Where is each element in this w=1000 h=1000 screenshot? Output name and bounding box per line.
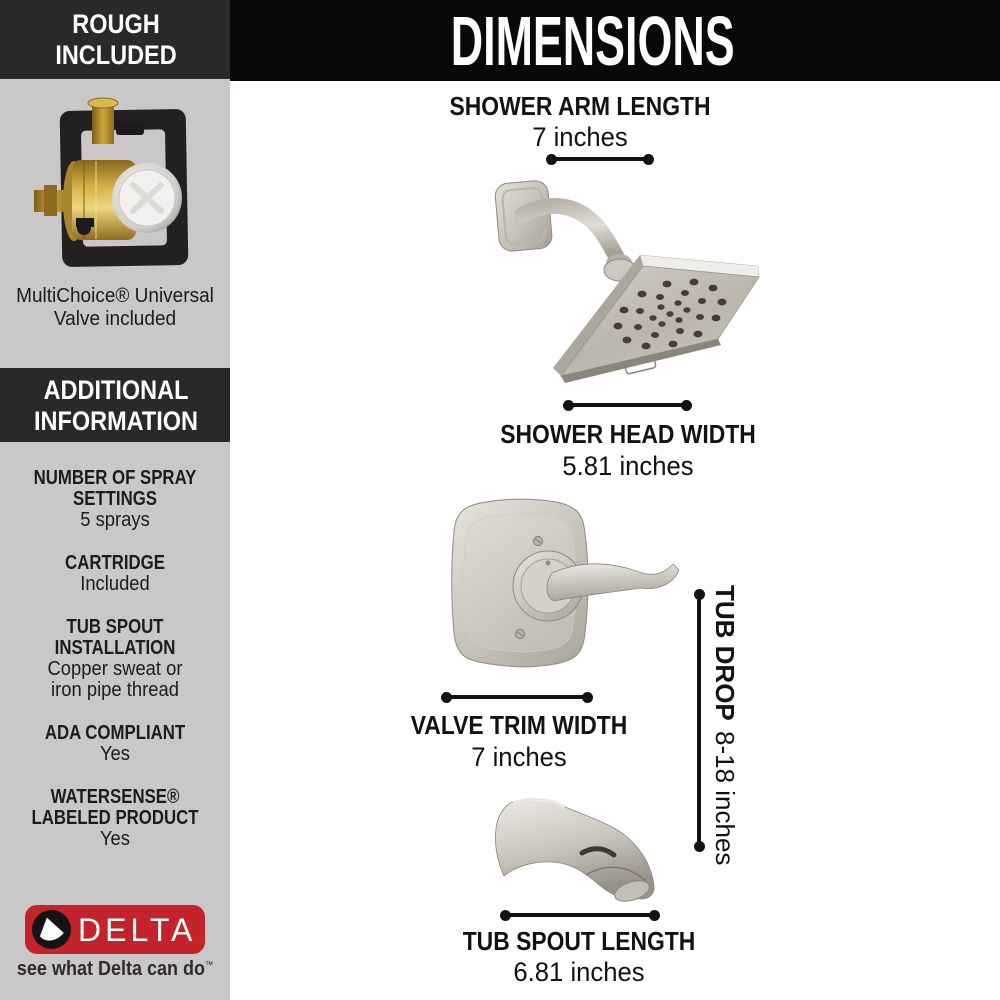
spec-value-line: Included [80,573,150,595]
spec-item-ada-compliant [0,723,230,765]
tub-drop-annotation [709,585,740,865]
valve-trim-image [440,493,692,690]
tub-spout-illustration [486,791,671,909]
spec-value-line: Yes [99,828,131,850]
shower-head-width-label: SHOWER HEAD WIDTH [500,419,756,449]
tub-drop-value: 8-18 inches [710,730,740,866]
rough-included-line: INCLUDED [55,40,177,70]
spec-label-line: INSTALLATION [54,637,176,659]
additional-information-line: ADDITIONAL [43,375,189,405]
shower-head-image [492,175,782,410]
spec-label [0,787,230,829]
tub-drop-dimension-line [697,593,701,848]
trademark-symbol: ™ [204,959,214,970]
valve-caption-line: MultiChoice® Universal [16,285,214,307]
spec-label [0,617,230,659]
additional-information-line: INFORMATION [34,406,198,436]
spec-item-cartridge [0,553,230,595]
spec-item-tub-spout-installation [0,617,230,701]
additional-information-header [0,368,232,442]
spec-item-spray-settings [0,468,230,531]
valve-trim-illustration [440,493,692,685]
spec-item-watersense [0,787,230,850]
spec-label-line: CARTRIDGE [65,552,165,574]
shower-head-width-value: 5.81 inches [562,451,694,481]
shower-arm-length-value: 7 inches [532,122,628,152]
rough-included-line: ROUGH [72,9,160,39]
dimensions-panel [230,0,1000,1000]
spec-label-line: WATERSENSE® [50,786,180,808]
valve-trim-width-value: 7 inches [471,742,567,772]
tub-drop-label: TUB DROP [710,585,740,721]
tub-spout-image [486,791,671,914]
tub-spout-length-label: TUB SPOUT LENGTH [462,926,696,956]
sidebar [0,0,230,1000]
tub-spout-length-value: 6.81 inches [513,957,645,987]
valve-caption [0,285,230,331]
spec-value [0,829,230,850]
shower-head-illustration [492,175,782,405]
spec-label-line: TUB SPOUT [66,616,164,638]
spec-value-line: Yes [99,743,131,765]
delta-tagline [12,958,219,981]
spec-label [0,553,230,574]
spec-value-line: iron pipe thread [51,679,179,701]
valve-caption-line: Valve included [53,308,177,330]
valve-trim-dimension-line [445,695,589,699]
spec-value [0,574,230,595]
rough-in-valve-image [32,94,198,284]
spec-label-line: SETTINGS [72,488,157,510]
delta-triangle-icon [32,910,71,949]
valve-trim-width-label: VALVE TRIM WIDTH [410,710,628,740]
delta-logo [25,905,205,954]
dimensions-title: DIMENSIONS [451,1,735,80]
spec-label [0,723,230,744]
spec-value [0,744,230,765]
shower-head-dimension-line [567,403,688,407]
spec-value-line: 5 sprays [80,509,150,531]
delta-brand-text: DELTA [78,911,197,948]
spec-label [0,468,230,510]
shower-arm-length-label: SHOWER ARM LENGTH [449,91,711,121]
tub-spout-dimension-line [504,913,656,917]
dimensions-header [230,0,1000,81]
spec-label-line: ADA COMPLIANT [44,722,186,744]
spec-value [0,659,230,701]
rough-in-valve-illustration [32,94,198,284]
spec-list [0,468,230,872]
spec-value-line: Copper sweat or [47,658,183,680]
shower-arm-dimension-line [550,157,650,161]
delta-tagline-text: see what Delta can do [16,958,205,980]
rough-included-header [0,0,232,79]
spec-value [0,510,230,531]
spec-label-line: LABELED PRODUCT [31,807,199,829]
spec-label-line: NUMBER OF SPRAY [33,467,197,489]
